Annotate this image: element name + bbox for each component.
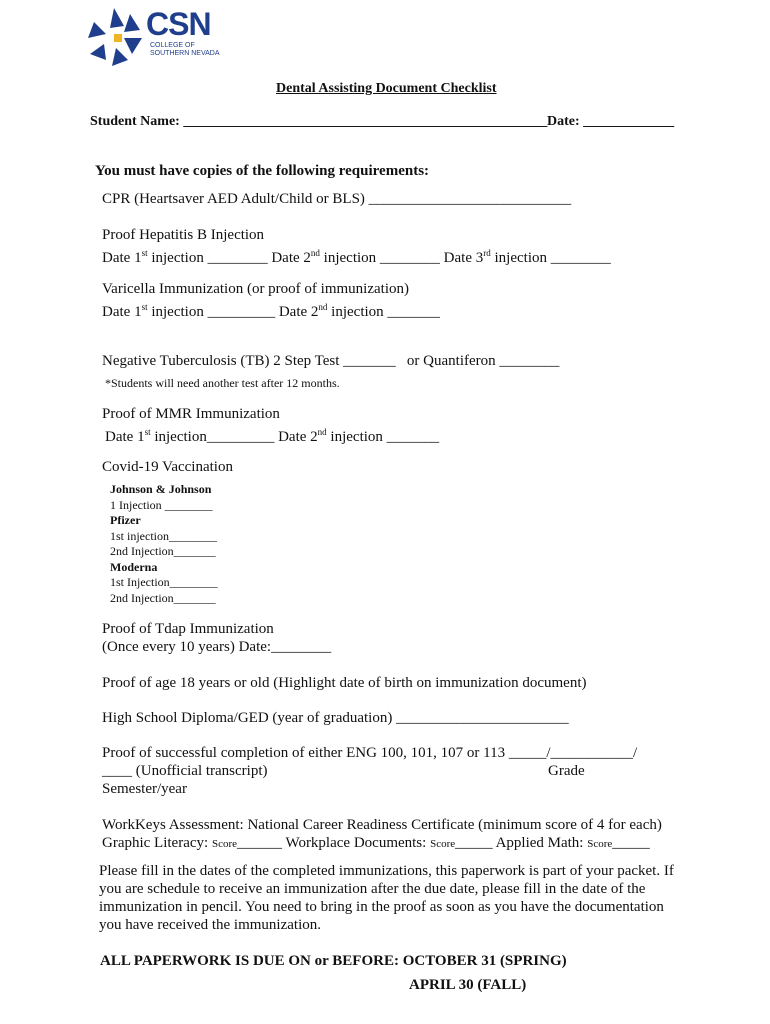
covid-jj-injection[interactable]: 1 Injection ________ [110,497,213,512]
workplace-score-field[interactable]: _____ [455,835,496,851]
hepb-date-1[interactable]: Date 1st injection ________ [102,248,268,266]
hepb-date-2[interactable]: Date 2nd injection ________ [271,248,440,266]
eng-grade-label: Grade [548,763,585,779]
due-line-2: APRIL 30 (FALL) [409,977,527,993]
instructions-paragraph: Please fill in the dates of the completed immunizations, this paperwork is part of your packet. If you are schedule to receive an immunization after the due date, please fill in the date of the immunization in pencil. You need to bring in the proof as soon as you have the documentation you have received the immunization. [99,863,674,933]
workplace-score-label: Score [430,838,456,850]
mmr-title: Proof of MMR Immunization [102,406,280,422]
date-label-text: Date: [547,114,580,129]
mmr-dates [105,423,439,446]
varicella-date-1[interactable]: Date 1st injection _________ [102,302,276,320]
diploma-field[interactable]: High School Diploma/GED (year of graduation) _______________________ [102,710,569,726]
applied-score-field[interactable]: _____ [612,835,650,851]
due-line-1: ALL PAPERWORK IS DUE ON or BEFORE: OCTOBER 31 (SPRING) [100,953,567,969]
mmr-date-2[interactable]: Date 2nd injection _______ [278,427,440,445]
csn-star-icon [84,4,150,70]
logo-subtitle-1: COLLEGE OF [150,42,195,49]
graphic-score-field[interactable]: ______ [237,835,286,851]
mmr-date-1[interactable]: Date 1st injection_________ [105,427,275,445]
covid-moderna-2nd[interactable]: 2nd Injection_______ [110,590,216,605]
graphic-score-label: Score [211,838,237,850]
covid-pfizer-2nd[interactable]: 2nd Injection_______ [110,544,216,558]
tdap-title: Proof of Tdap Immunization [102,621,274,637]
covid-pfizer-1st[interactable]: 1st injection________ [110,528,217,543]
hepb-title: Proof Hepatitis B Injection [102,227,265,243]
csn-logo [84,4,224,70]
eng-semester-label: Semester/year [102,781,187,797]
varicella-dates [102,298,440,321]
varicella-date-2[interactable]: Date 2nd injection _______ [278,302,440,320]
tb-line [102,352,559,370]
covid-moderna-1st[interactable]: 1st Injection________ [110,575,218,589]
quantiferon-field[interactable]: or Quantiferon ________ [406,353,560,369]
workkeys-scores [102,834,650,853]
page-title: Dental Assisting Document Checklist [276,81,497,96]
tdap-date-field[interactable]: (Once every 10 years) Date:________ [102,639,332,655]
eng-line-2[interactable]: ____ (Unofficial transcript) [102,763,268,779]
applied-math-label: Applied Math: [495,835,588,851]
requirements-heading: You must have copies of the following requirements: [95,163,430,179]
date-field[interactable]: _____________ [583,114,675,129]
graphic-literacy-label: Graphic Literacy: [102,835,212,851]
age-line: Proof of age 18 years or old (Highlight date of birth on immunization document) [102,675,587,691]
workplace-label: Workplace Documents: [285,835,431,851]
varicella-title: Varicella Immunization (or proof of immunization) [102,281,409,297]
logo-subtitle-2: SOUTHERN NEVADA [150,50,220,57]
hepb-date-3[interactable]: Date 3rd injection ________ [443,248,611,266]
logo-wordmark: CSN [146,6,211,42]
covid-list [110,482,218,606]
workkeys-title: WorkKeys Assessment: National Career Readiness Certificate (minimum score of 4 for each) [102,817,662,833]
cpr-line[interactable]: CPR (Heartsaver AED Adult/Child or BLS) ___________________________ [102,191,572,207]
hepb-dates [102,244,611,267]
applied-score-label: Score [587,838,613,850]
covid-jj-heading: Johnson & Johnson [110,482,212,496]
eng-line-1[interactable]: Proof of successful completion of either ENG 100, 101, 107 or 113 _____/___________/ [102,745,638,761]
covid-title: Covid-19 Vaccination [102,459,233,475]
tb-test-field[interactable]: Negative Tuberculosis (TB) 2 Step Test _______ [102,353,396,369]
tb-note: *Students will need another test after 12 months. [105,376,340,390]
student-name-field[interactable]: Student Name: ____________________________________________________ [90,114,548,129]
date-label [547,113,674,130]
covid-pfizer-heading: Pfizer [110,513,141,527]
covid-moderna-heading: Moderna [110,559,158,574]
